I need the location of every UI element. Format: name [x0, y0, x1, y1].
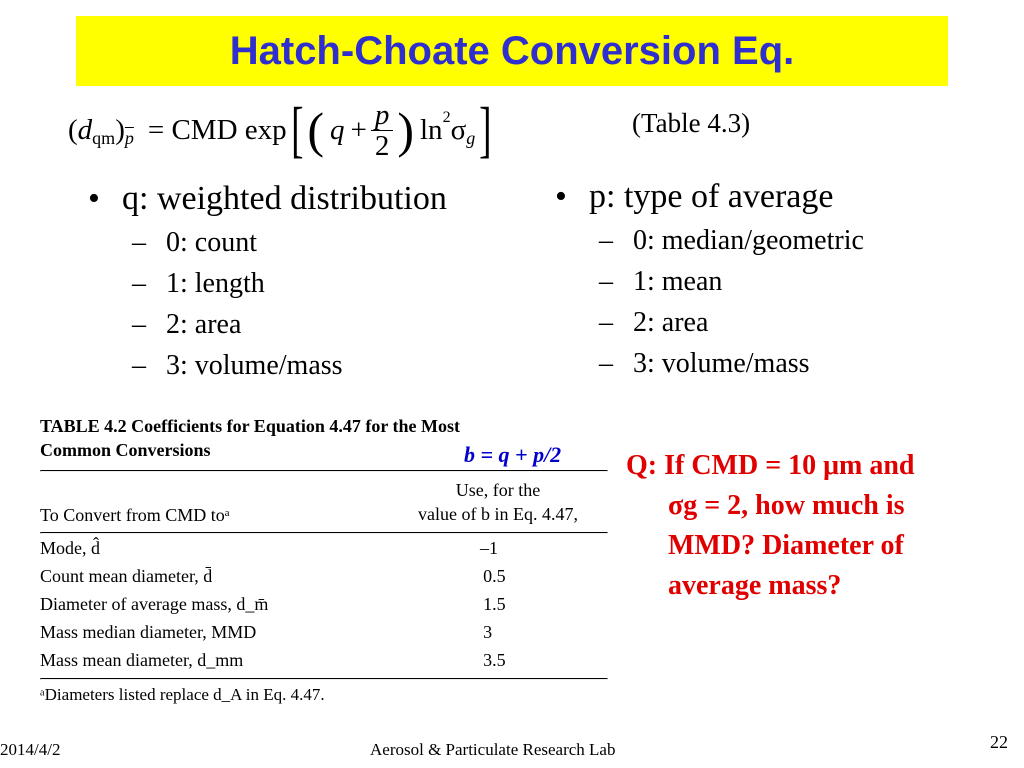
- eq-sigma-sub: g: [466, 127, 476, 148]
- bullet-dot: •: [88, 180, 100, 217]
- table-row: [40, 618, 608, 646]
- eq-paren-close: ): [115, 113, 125, 146]
- table-row: [40, 646, 608, 674]
- question-text: [626, 446, 1006, 606]
- table-row: [40, 562, 608, 590]
- p-average-list: [555, 174, 864, 384]
- eq-d: d: [77, 113, 93, 146]
- eq-cmd-exp: = CMD exp: [147, 113, 287, 146]
- row-label: Count mean diameter, d̄: [40, 566, 213, 586]
- eq-frac-den: 2: [374, 129, 390, 162]
- list-item: [88, 222, 447, 263]
- list-item-text: 2: area: [166, 309, 242, 340]
- list-item-text: 2: area: [633, 307, 709, 338]
- dash: –: [599, 307, 613, 338]
- list-item-text: 0: count: [166, 227, 257, 258]
- eq-q: q: [329, 113, 345, 146]
- eq-sub-p: [125, 128, 134, 149]
- row-label: Diameter of average mass, d_m̄: [40, 594, 269, 614]
- eq-ln-sup: 2: [442, 109, 451, 126]
- question-line4: average mass?: [668, 570, 842, 601]
- list-item: [555, 343, 864, 384]
- eq-ln: ln: [420, 113, 443, 146]
- col1-header: To Convert from CMD toᵃ: [40, 505, 230, 525]
- dash: –: [132, 309, 146, 340]
- b-formula-label: b = q + p/2: [464, 442, 562, 467]
- row-value: 3.5: [483, 650, 506, 670]
- row-label: Mass median diameter, MMD: [40, 622, 257, 642]
- table-caption-line1: TABLE 4.2 Coefficients for Equation 4.47 for the Most: [40, 416, 460, 436]
- list-head: [88, 176, 447, 222]
- eq-sigma: σ: [450, 113, 467, 146]
- dash: –: [599, 266, 613, 297]
- question-line2: σg = 2, how much is: [668, 490, 905, 521]
- eq-fraction: [371, 100, 394, 161]
- table-caption-line2: Common Conversions: [40, 440, 211, 460]
- col2-header-line1: Use, for the: [455, 480, 541, 500]
- eq-plus: +: [350, 113, 367, 146]
- eq-bracket-close: ]: [479, 96, 492, 164]
- dash: –: [132, 350, 146, 381]
- list-item-text: 3: volume/mass: [166, 350, 343, 381]
- slide-title: Hatch-Choate Conversion Eq.: [229, 28, 795, 73]
- question-line3: MMD? Diameter of: [668, 530, 904, 561]
- list-item: [88, 263, 447, 304]
- eq-paren-open: (: [68, 113, 78, 146]
- table-header: [40, 472, 608, 532]
- eq-sub-p-text: $\overline{p}$: [124, 127, 134, 148]
- list-item-text: 1: length: [166, 268, 265, 299]
- hatch-choate-equation: [68, 86, 496, 174]
- list-item-text: 1: mean: [633, 266, 723, 297]
- page-number: 22: [990, 732, 1008, 752]
- question-line1: Q: If CMD = 10 μm and: [626, 450, 915, 481]
- col2-header-line2: value of b in Eq. 4.47,: [418, 504, 578, 524]
- list-item: [555, 261, 864, 302]
- row-label: Mode, d̂: [40, 538, 100, 558]
- table-row: [40, 534, 608, 562]
- footer-date: 2014/4/2: [0, 740, 61, 759]
- list-item: [88, 304, 447, 345]
- eq-paren-close-2: ): [397, 102, 414, 158]
- list-item: [555, 220, 864, 261]
- dash: –: [132, 268, 146, 299]
- row-value: 3: [483, 622, 493, 642]
- list-head: [555, 174, 864, 220]
- list-item-text: 3: volume/mass: [633, 348, 810, 379]
- row-value: 1.5: [483, 594, 506, 614]
- table-row: [40, 590, 608, 618]
- table-ref: (Table 4.3): [632, 108, 751, 138]
- row-value: 0.5: [483, 566, 506, 586]
- list-item: [88, 345, 447, 386]
- table-footnote: ᵃDiameters listed replace d_A in Eq. 4.47.: [40, 685, 325, 704]
- row-value: –1: [480, 538, 498, 558]
- p-head-text: p: type of average: [589, 178, 834, 215]
- eq-frac-num: p: [371, 100, 394, 131]
- list-item: [555, 302, 864, 343]
- bullet-dot: •: [555, 178, 567, 215]
- q-weighting-list: [88, 176, 447, 386]
- q-head-text: q: weighted distribution: [122, 180, 447, 217]
- dash: –: [599, 225, 613, 256]
- dash: –: [132, 227, 146, 258]
- eq-paren-open-2: (: [307, 102, 324, 158]
- eq-bracket-open: [: [290, 96, 304, 164]
- title-bar: [76, 16, 948, 86]
- footer-lab: Aerosol & Particulate Research Lab: [370, 740, 616, 759]
- eq-sub-qm: qm: [92, 127, 116, 148]
- row-label: Mass mean diameter, d_mm: [40, 650, 244, 670]
- list-item-text: 0: median/geometric: [633, 225, 864, 256]
- dash: –: [599, 348, 613, 379]
- col2-header: [388, 478, 608, 526]
